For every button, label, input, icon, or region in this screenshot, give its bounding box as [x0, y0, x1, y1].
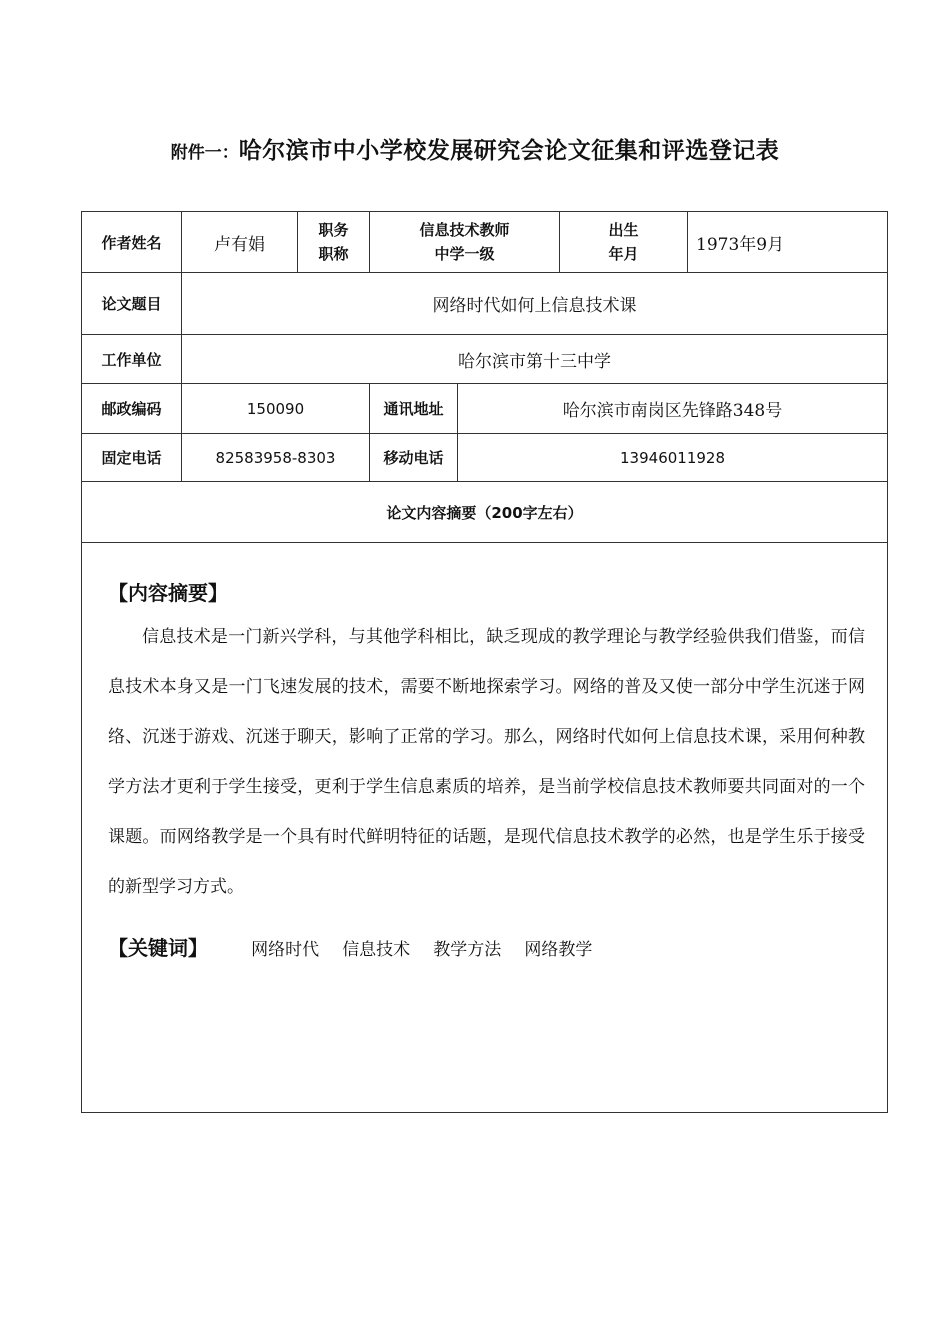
keyword-item: 网络时代 [251, 940, 320, 960]
author-value: 卢有娟 [182, 212, 298, 273]
unit-label: 工作单位 [82, 335, 182, 384]
abstract-heading: 【内容摘要】 [108, 581, 228, 605]
address-label: 通讯地址 [370, 384, 458, 434]
birth-value: 1973年9月 [688, 212, 888, 273]
position-label-line2: 职称 [318, 245, 349, 263]
position-value-line1: 信息技术教师 [419, 221, 510, 239]
topic-label: 论文题目 [82, 273, 182, 335]
author-label: 作者姓名 [82, 212, 182, 273]
row-postcode [82, 384, 888, 434]
postcode-label: 邮政编码 [82, 384, 182, 434]
row-unit [82, 335, 888, 384]
phone-value: 82583958-8303 [182, 434, 370, 482]
unit-value: 哈尔滨市第十三中学 [182, 335, 888, 384]
mobile-value: 13946011928 [458, 434, 888, 482]
keyword-item: 网络教学 [524, 940, 593, 960]
row-summary-header [82, 482, 888, 543]
abstract-body: 信息技术是一门新兴学科，与其他学科相比，缺乏现成的教学理论与教学经验供我们借鉴，而信息技术本身又是一门飞速发展的技术，需要不断地探索学习。网络的普及又使一部分中学生沉迷于网络、沉迷于游戏、沉迷于聊天，影响了正常的学习。那么，网络时代如何上信息技术课，采用何种教学方法才更利于学生接受，更利于学生信息素质的培养，是当前学校信息技术教师要共同面对的一个课题。而网络教学是一个具有时代鲜明特征的话题，是现代信息技术教学的必然，也是学生乐于接受的新型学习方式。 [108, 627, 866, 897]
row-abstract [82, 543, 888, 1113]
postcode-value: 150090 [182, 384, 370, 434]
address-value: 哈尔滨市南岗区先锋路348号 [458, 384, 888, 434]
position-value-line2: 中学一级 [434, 245, 495, 263]
birth-label-line2: 年月 [608, 245, 639, 263]
position-label [298, 212, 370, 273]
position-label-line1: 职务 [318, 221, 349, 239]
row-topic [82, 273, 888, 335]
summary-header: 论文内容摘要（200字左右） [82, 482, 888, 543]
document-title [0, 132, 950, 165]
phone-label: 固定电话 [82, 434, 182, 482]
title-prefix: 附件一： [170, 143, 239, 163]
title-main: 哈尔滨市中小学校发展研究会论文征集和评选登记表 [238, 138, 780, 164]
row-author [82, 212, 888, 273]
keywords-row [108, 932, 887, 961]
keywords-heading: 【关键词】 [108, 936, 208, 960]
birth-label-line1: 出生 [608, 221, 639, 239]
position-value [370, 212, 560, 273]
topic-value: 网络时代如何上信息技术课 [182, 273, 888, 335]
row-phone [82, 434, 888, 482]
abstract-cell [82, 543, 888, 1113]
keyword-item: 信息技术 [342, 940, 411, 960]
keyword-item: 教学方法 [433, 940, 502, 960]
mobile-label: 移动电话 [370, 434, 458, 482]
registration-table [81, 211, 888, 1113]
birth-label [560, 212, 688, 273]
